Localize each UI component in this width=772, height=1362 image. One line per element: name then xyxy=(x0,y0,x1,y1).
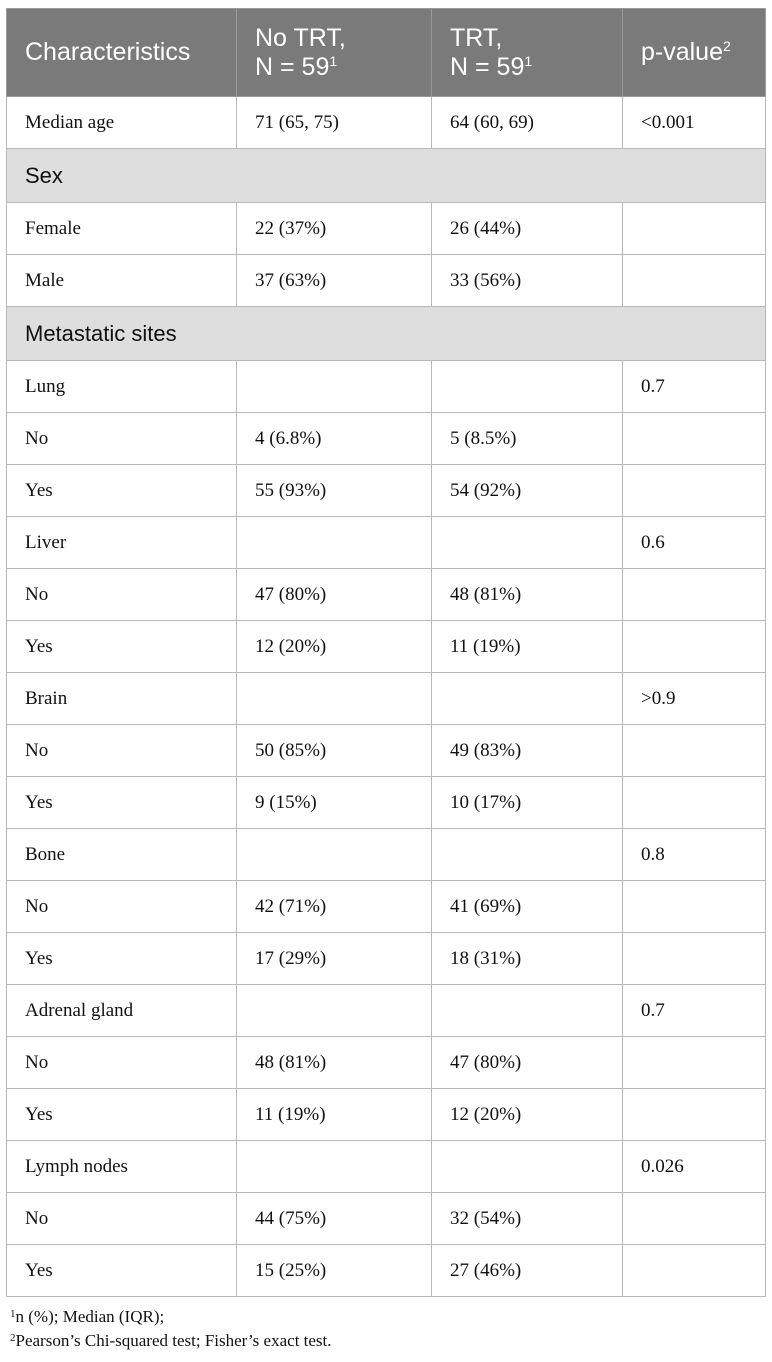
footnote-2-text: Pearson’s Chi-squared test; Fisher’s exact test. xyxy=(15,1331,332,1350)
row-label-cell: No xyxy=(7,1193,237,1245)
row-label-cell: Liver xyxy=(7,517,237,569)
row-label-cell: No xyxy=(7,1037,237,1089)
p-value-cell: 0.7 xyxy=(623,985,766,1037)
no-trt-cell xyxy=(237,673,432,725)
row-label-cell: Yes xyxy=(7,1245,237,1297)
header-trt-line1: TRT, xyxy=(450,23,503,52)
footnote-1 xyxy=(10,1305,765,1329)
section-label: Sex xyxy=(7,149,766,203)
trt-cell: 54 (92%) xyxy=(432,465,623,517)
no-trt-cell: 15 (25%) xyxy=(237,1245,432,1297)
trt-cell xyxy=(432,361,623,413)
table-row xyxy=(7,881,766,933)
trt-cell xyxy=(432,673,623,725)
table-row xyxy=(7,1141,766,1193)
footnote-1-text: n (%); Median (IQR); xyxy=(15,1307,165,1326)
no-trt-cell: 47 (80%) xyxy=(237,569,432,621)
trt-cell: 26 (44%) xyxy=(432,203,623,255)
table-row xyxy=(7,933,766,985)
row-label-cell: Male xyxy=(7,255,237,307)
section-label: Metastatic sites xyxy=(7,307,766,361)
header-characteristics xyxy=(7,9,237,97)
header-trt-footnote-mark: 1 xyxy=(524,52,533,69)
no-trt-cell: 9 (15%) xyxy=(237,777,432,829)
header-no-trt-footnote-mark: 1 xyxy=(329,52,338,69)
no-trt-cell xyxy=(237,517,432,569)
table-row xyxy=(7,361,766,413)
table-row xyxy=(7,1245,766,1297)
no-trt-cell xyxy=(237,985,432,1037)
trt-cell: 41 (69%) xyxy=(432,881,623,933)
footnote-2 xyxy=(10,1329,765,1353)
footnote-2-mark: 2 xyxy=(10,1332,16,1344)
row-label-cell: No xyxy=(7,413,237,465)
p-value-cell xyxy=(623,1193,766,1245)
row-label-cell: Yes xyxy=(7,621,237,673)
section-row xyxy=(7,149,766,203)
header-row xyxy=(7,9,766,97)
row-label-cell: Median age xyxy=(7,97,237,149)
no-trt-cell: 48 (81%) xyxy=(237,1037,432,1089)
trt-cell: 48 (81%) xyxy=(432,569,623,621)
p-value-cell xyxy=(623,255,766,307)
trt-cell xyxy=(432,829,623,881)
no-trt-cell: 71 (65, 75) xyxy=(237,97,432,149)
table-row xyxy=(7,203,766,255)
trt-cell: 12 (20%) xyxy=(432,1089,623,1141)
trt-cell: 5 (8.5%) xyxy=(432,413,623,465)
table-row xyxy=(7,517,766,569)
table-header xyxy=(7,9,766,97)
header-trt-line2: N = 59 xyxy=(450,52,525,81)
row-label-cell: No xyxy=(7,569,237,621)
row-label-cell: Brain xyxy=(7,673,237,725)
row-label-cell: Yes xyxy=(7,933,237,985)
no-trt-cell xyxy=(237,829,432,881)
row-label-cell: Lymph nodes xyxy=(7,1141,237,1193)
table-row xyxy=(7,725,766,777)
no-trt-cell xyxy=(237,1141,432,1193)
table-container xyxy=(6,8,765,1353)
section-row xyxy=(7,307,766,361)
footnote-1-mark: 1 xyxy=(10,1308,16,1320)
table-row xyxy=(7,985,766,1037)
table-row xyxy=(7,97,766,149)
p-value-cell xyxy=(623,203,766,255)
row-label-cell: Female xyxy=(7,203,237,255)
no-trt-cell: 12 (20%) xyxy=(237,621,432,673)
p-value-cell: 0.7 xyxy=(623,361,766,413)
table-footnotes xyxy=(6,1305,765,1353)
trt-cell: 11 (19%) xyxy=(432,621,623,673)
no-trt-cell: 11 (19%) xyxy=(237,1089,432,1141)
p-value-cell xyxy=(623,1037,766,1089)
header-no-trt xyxy=(237,9,432,97)
header-p-value-label: p-value xyxy=(641,38,723,66)
no-trt-cell: 4 (6.8%) xyxy=(237,413,432,465)
no-trt-cell: 55 (93%) xyxy=(237,465,432,517)
trt-cell: 18 (31%) xyxy=(432,933,623,985)
no-trt-cell: 22 (37%) xyxy=(237,203,432,255)
p-value-cell xyxy=(623,933,766,985)
no-trt-cell: 42 (71%) xyxy=(237,881,432,933)
table-row xyxy=(7,829,766,881)
p-value-cell xyxy=(623,413,766,465)
trt-cell xyxy=(432,1141,623,1193)
trt-cell xyxy=(432,985,623,1037)
table-row xyxy=(7,777,766,829)
row-label-cell: Lung xyxy=(7,361,237,413)
header-no-trt-line2: N = 59 xyxy=(255,52,330,81)
trt-cell: 32 (54%) xyxy=(432,1193,623,1245)
table-body xyxy=(7,97,766,1297)
p-value-cell: 0.6 xyxy=(623,517,766,569)
trt-cell xyxy=(432,517,623,569)
trt-cell: 49 (83%) xyxy=(432,725,623,777)
row-label-cell: No xyxy=(7,881,237,933)
p-value-cell xyxy=(623,1089,766,1141)
p-value-cell: 0.8 xyxy=(623,829,766,881)
p-value-cell xyxy=(623,777,766,829)
trt-cell: 10 (17%) xyxy=(432,777,623,829)
header-trt xyxy=(432,9,623,97)
row-label-cell: Yes xyxy=(7,777,237,829)
table-row xyxy=(7,1037,766,1089)
row-label-cell: Yes xyxy=(7,465,237,517)
no-trt-cell: 50 (85%) xyxy=(237,725,432,777)
header-p-value-footnote-mark: 2 xyxy=(723,38,731,54)
p-value-cell xyxy=(623,621,766,673)
no-trt-cell: 37 (63%) xyxy=(237,255,432,307)
table-row xyxy=(7,413,766,465)
header-no-trt-line1: No TRT, xyxy=(255,23,346,52)
row-label-cell: No xyxy=(7,725,237,777)
table-row xyxy=(7,569,766,621)
row-label-cell: Adrenal gland xyxy=(7,985,237,1037)
table-row xyxy=(7,1089,766,1141)
row-label-cell: Bone xyxy=(7,829,237,881)
p-value-cell xyxy=(623,881,766,933)
table-row xyxy=(7,1193,766,1245)
no-trt-cell: 17 (29%) xyxy=(237,933,432,985)
no-trt-cell xyxy=(237,361,432,413)
trt-cell: 27 (46%) xyxy=(432,1245,623,1297)
characteristics-table xyxy=(6,8,766,1297)
p-value-cell: <0.001 xyxy=(623,97,766,149)
p-value-cell xyxy=(623,465,766,517)
table-row xyxy=(7,673,766,725)
header-characteristics-label: Characteristics xyxy=(25,38,191,66)
p-value-cell: >0.9 xyxy=(623,673,766,725)
row-label-cell: Yes xyxy=(7,1089,237,1141)
p-value-cell xyxy=(623,1245,766,1297)
trt-cell: 64 (60, 69) xyxy=(432,97,623,149)
p-value-cell xyxy=(623,725,766,777)
table-row xyxy=(7,465,766,517)
trt-cell: 33 (56%) xyxy=(432,255,623,307)
table-row xyxy=(7,255,766,307)
p-value-cell xyxy=(623,569,766,621)
trt-cell: 47 (80%) xyxy=(432,1037,623,1089)
table-row xyxy=(7,621,766,673)
header-p-value xyxy=(623,9,766,97)
p-value-cell: 0.026 xyxy=(623,1141,766,1193)
no-trt-cell: 44 (75%) xyxy=(237,1193,432,1245)
